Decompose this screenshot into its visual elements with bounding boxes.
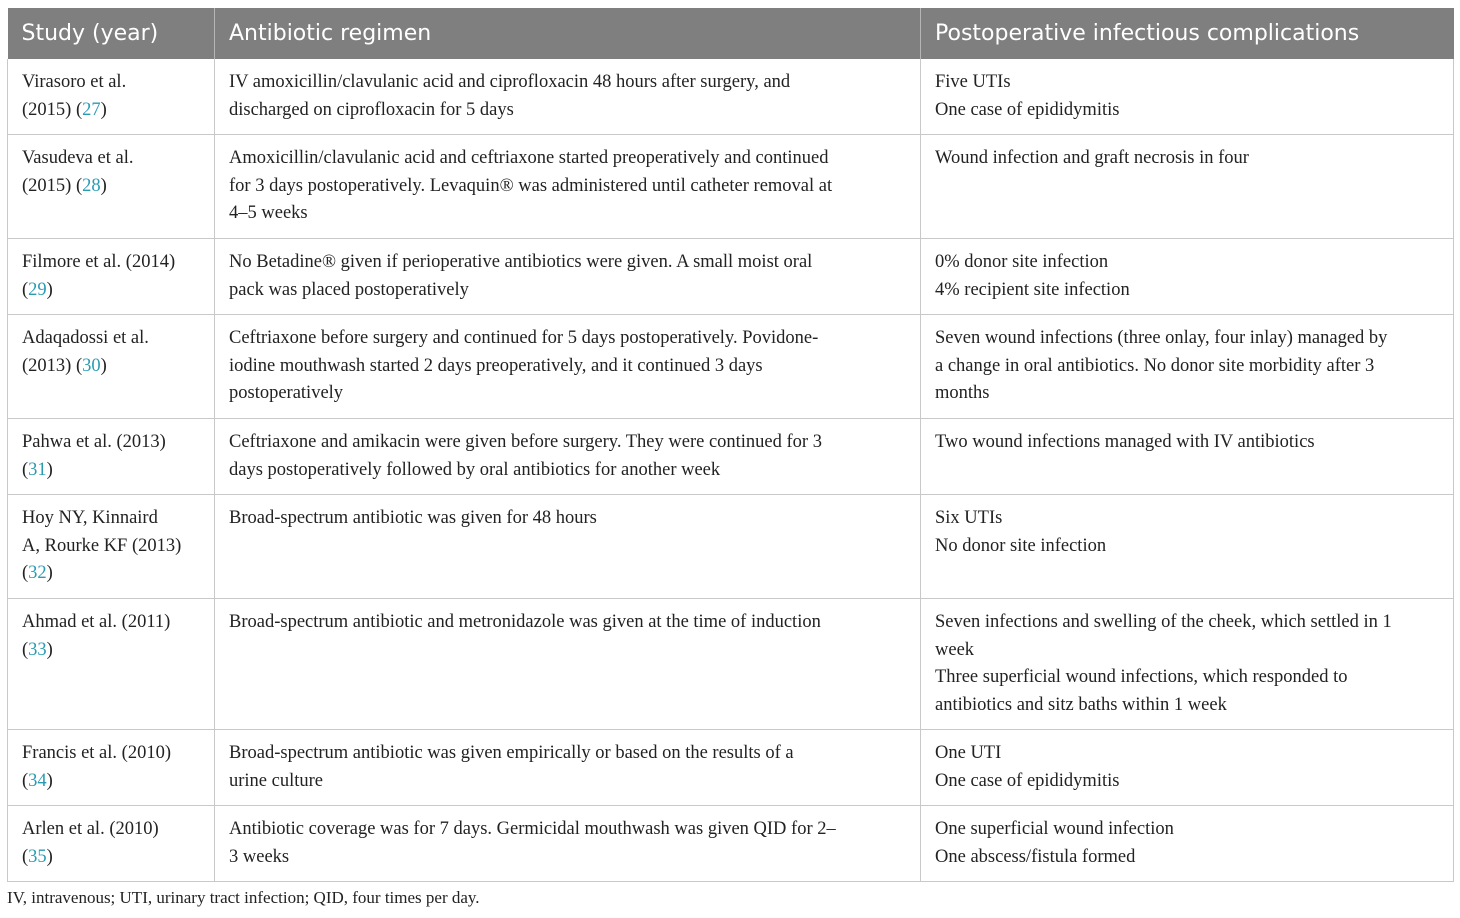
study-line: (34) bbox=[22, 770, 53, 791]
cell-study bbox=[8, 730, 215, 806]
cell-complications bbox=[921, 135, 1454, 239]
complication-line: a change in oral antibiotics. No donor site morbidity after 3 bbox=[935, 355, 1375, 376]
cell-regimen bbox=[215, 419, 921, 495]
study-line: (35) bbox=[22, 846, 53, 867]
regimen-line: No Betadine® given if perioperative antibiotics were given. A small moist oral bbox=[229, 252, 813, 272]
study-line: (31) bbox=[22, 459, 53, 480]
regimen-line: pack was placed postoperatively bbox=[229, 279, 469, 300]
study-line: (33) bbox=[22, 639, 53, 660]
cell-study bbox=[8, 239, 215, 315]
reference-link[interactable]: 29 bbox=[28, 279, 47, 300]
table-row bbox=[8, 599, 1454, 730]
regimen-line: postoperatively bbox=[229, 383, 344, 403]
complication-line: 4% recipient site infection bbox=[935, 279, 1130, 300]
cell-study bbox=[8, 135, 215, 239]
complication-line: One abscess/fistula formed bbox=[935, 846, 1136, 867]
regimen-line: urine culture bbox=[229, 770, 323, 791]
reference-link[interactable]: 31 bbox=[28, 459, 47, 480]
reference-link[interactable]: 30 bbox=[82, 355, 101, 376]
study-line: (29) bbox=[22, 279, 53, 300]
complication-line: No donor site infection bbox=[935, 535, 1107, 556]
study-text: (2013) bbox=[22, 355, 76, 376]
regimen-line: iodine mouthwash started 2 days preoperatively, and it continued 3 days bbox=[229, 355, 763, 376]
complication-line: Three superficial wound infections, which responded to bbox=[935, 667, 1348, 687]
reference-link[interactable]: 34 bbox=[28, 770, 47, 791]
reference-link[interactable]: 33 bbox=[28, 639, 47, 660]
table-row bbox=[8, 315, 1454, 419]
cell-complications bbox=[921, 59, 1454, 135]
study-line: Virasoro et al. bbox=[22, 72, 127, 92]
cell-regimen bbox=[215, 135, 921, 239]
cell-study bbox=[8, 315, 215, 419]
study-line: Arlen et al. (2010) bbox=[22, 819, 159, 839]
study-line: Vasudeva et al. bbox=[22, 148, 134, 168]
complication-line: Wound infection and graft necrosis in four bbox=[935, 148, 1249, 168]
cell-regimen bbox=[215, 59, 921, 135]
study-line: Ahmad et al. (2011) bbox=[22, 612, 171, 632]
complication-line: Five UTIs bbox=[935, 72, 1011, 92]
reference-link[interactable]: 28 bbox=[82, 175, 101, 196]
regimen-line: Broad-spectrum antibiotic was given for 48 hours bbox=[229, 508, 597, 528]
cell-regimen bbox=[215, 730, 921, 806]
complication-line: antibiotics and sitz baths within 1 week bbox=[935, 694, 1227, 715]
study-line: A, Rourke KF (2013) bbox=[22, 535, 182, 556]
table-row bbox=[8, 495, 1454, 599]
study-text: (2015) bbox=[22, 175, 76, 196]
table-footnote: IV, intravenous; UTI, urinary tract infection; QID, four times per day. bbox=[7, 888, 480, 907]
table-header bbox=[8, 8, 1454, 59]
cell-regimen bbox=[215, 315, 921, 419]
cell-study bbox=[8, 419, 215, 495]
reference-link[interactable]: 35 bbox=[28, 846, 47, 867]
regimen-line: Ceftriaxone before surgery and continued for 5 days postoperatively. Povidone- bbox=[229, 328, 819, 348]
cell-study bbox=[8, 59, 215, 135]
header-postoperative-complications: Postoperative infectious complications bbox=[921, 8, 1454, 59]
complication-line: Six UTIs bbox=[935, 508, 1003, 528]
table-container bbox=[7, 8, 1453, 882]
study-line: Adaqadossi et al. bbox=[22, 328, 149, 348]
table-row bbox=[8, 730, 1454, 806]
cell-complications bbox=[921, 495, 1454, 599]
complication-line: One case of epididymitis bbox=[935, 99, 1120, 120]
reference-link[interactable]: 32 bbox=[28, 563, 47, 583]
complication-line: One superficial wound infection bbox=[935, 819, 1174, 839]
study-text: (2015) bbox=[22, 99, 76, 120]
study-line: (2013) (30) bbox=[22, 355, 107, 376]
table-body bbox=[8, 59, 1454, 882]
reference-link[interactable]: 27 bbox=[82, 99, 101, 120]
cell-complications bbox=[921, 599, 1454, 730]
header-antibiotic-regimen: Antibiotic regimen bbox=[215, 8, 921, 59]
cell-regimen bbox=[215, 495, 921, 599]
regimen-line: for 3 days postoperatively. Levaquin® was administered until catheter removal at bbox=[229, 175, 833, 196]
regimen-line: 3 weeks bbox=[229, 846, 290, 867]
regimen-line: 4–5 weeks bbox=[229, 203, 308, 223]
complication-line: One UTI bbox=[935, 743, 1002, 763]
table-row bbox=[8, 59, 1454, 135]
study-line: (2015) (27) bbox=[22, 99, 107, 120]
complication-line: week bbox=[935, 639, 975, 660]
regimen-line: days postoperatively followed by oral antibiotics for another week bbox=[229, 459, 721, 480]
study-line: Filmore et al. (2014) bbox=[22, 252, 176, 272]
regimen-line: Broad-spectrum antibiotic and metronidazole was given at the time of induction bbox=[229, 612, 821, 632]
regimen-line: Broad-spectrum antibiotic was given empirically or based on the results of a bbox=[229, 743, 794, 763]
regimen-line: Ceftriaxone and amikacin were given before surgery. They were continued for 3 bbox=[229, 432, 822, 452]
regimen-line: Antibiotic coverage was for 7 days. Germicidal mouthwash was given QID for 2– bbox=[229, 819, 836, 839]
cell-regimen bbox=[215, 599, 921, 730]
study-line: (2015) (28) bbox=[22, 175, 107, 196]
complication-line: Two wound infections managed with IV antibiotics bbox=[935, 432, 1315, 452]
table-row bbox=[8, 239, 1454, 315]
cell-study bbox=[8, 599, 215, 730]
regimen-line: discharged on ciprofloxacin for 5 days bbox=[229, 99, 514, 120]
cell-study bbox=[8, 495, 215, 599]
cell-regimen bbox=[215, 806, 921, 882]
cell-complications bbox=[921, 315, 1454, 419]
study-line: Hoy NY, Kinnaird bbox=[22, 508, 158, 528]
table-row bbox=[8, 135, 1454, 239]
regimen-line: Amoxicillin/clavulanic acid and ceftriaxone started preoperatively and continued bbox=[229, 148, 829, 168]
cell-regimen bbox=[215, 239, 921, 315]
cell-complications bbox=[921, 730, 1454, 806]
cell-study bbox=[8, 806, 215, 882]
study-line: Pahwa et al. (2013) bbox=[22, 432, 166, 452]
cell-complications bbox=[921, 239, 1454, 315]
complication-line: Seven wound infections (three onlay, four inlay) managed by bbox=[935, 328, 1388, 348]
complication-line: One case of epididymitis bbox=[935, 770, 1120, 791]
complication-line: 0% donor site infection bbox=[935, 252, 1109, 272]
antibiotic-regimen-table bbox=[7, 8, 1454, 882]
complication-line: Seven infections and swelling of the cheek, which settled in 1 bbox=[935, 612, 1392, 632]
complication-line: months bbox=[935, 383, 990, 403]
study-line: Francis et al. (2010) bbox=[22, 743, 171, 763]
header-row bbox=[8, 8, 1454, 59]
study-line: (32) bbox=[22, 563, 53, 583]
table-row bbox=[8, 806, 1454, 882]
regimen-line: IV amoxicillin/clavulanic acid and ciprofloxacin 48 hours after surgery, and bbox=[229, 72, 791, 92]
cell-complications bbox=[921, 806, 1454, 882]
cell-complications bbox=[921, 419, 1454, 495]
table-row bbox=[8, 419, 1454, 495]
header-study-year: Study (year) bbox=[8, 8, 215, 59]
